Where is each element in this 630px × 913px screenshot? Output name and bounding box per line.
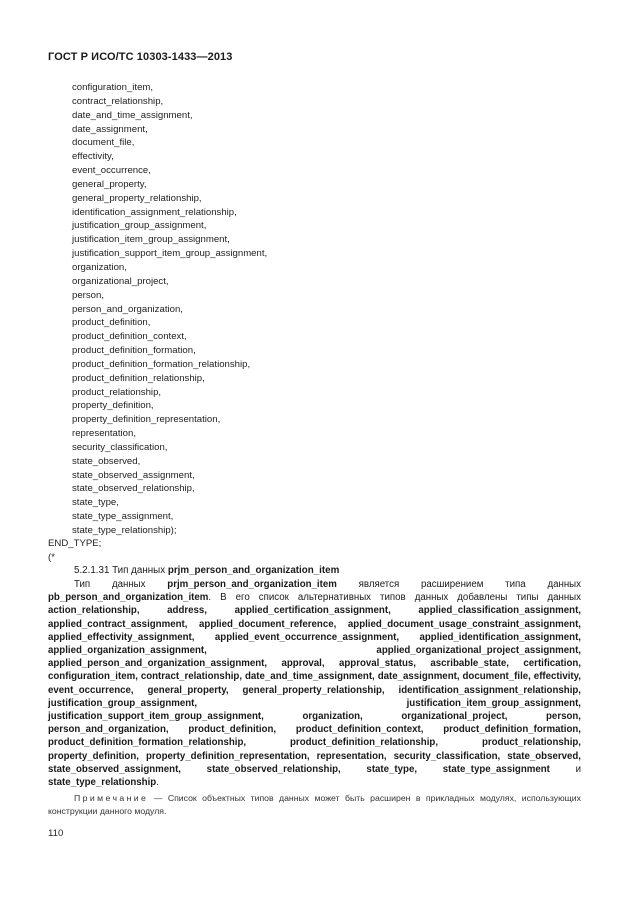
list-item: configuration_item, bbox=[72, 82, 154, 93]
list-item: justification_item_group_assignment, bbox=[72, 234, 230, 246]
para-end: . bbox=[156, 777, 159, 789]
list-item: state_type_relationship); bbox=[72, 525, 177, 536]
list-item: product_definition_formation, bbox=[72, 345, 196, 357]
list-item: effectivity, bbox=[72, 151, 114, 163]
list-item: organization, bbox=[72, 261, 127, 273]
list-item: state_type, bbox=[72, 497, 119, 509]
list-item: product_definition, bbox=[72, 317, 151, 329]
list-item: person_and_organization, bbox=[72, 303, 183, 315]
para-base-type: pb_person_and_organization_item bbox=[48, 592, 209, 604]
para-conjunction: и bbox=[549, 763, 581, 775]
description-paragraph bbox=[48, 578, 581, 789]
list-item: organizational_project, bbox=[72, 275, 169, 287]
list-item: identification_assignment_relationship, bbox=[72, 206, 237, 218]
list-item: contract_relationship, bbox=[72, 95, 164, 107]
list-item: state_observed, bbox=[72, 455, 141, 467]
list-item: event_occurrence, bbox=[72, 165, 151, 177]
note-text: — Список объектных типов данных может быть расширен в прикладных модулях, использующих конструкции данного модуля. bbox=[48, 793, 581, 816]
end-type-keyword: END_TYPE; bbox=[48, 538, 102, 549]
list-item: document_file, bbox=[72, 137, 135, 149]
section-heading bbox=[74, 565, 339, 576]
para-list-intro: . В его список альтернативных типов данных добавлены типы данных bbox=[208, 592, 581, 604]
para-mid-text: является расширением типа данных bbox=[336, 579, 581, 590]
section-number: 5.2.1.31 Тип данных bbox=[74, 565, 168, 576]
list-item: general_property, bbox=[72, 178, 147, 190]
para-last-type: state_type_relationship bbox=[48, 777, 157, 789]
page-number: 110 bbox=[48, 828, 64, 839]
list-item: product_definition_formation_relationship, bbox=[72, 358, 251, 370]
para-type-name: prjm_person_and_organization_item bbox=[167, 579, 337, 590]
list-item: product_relationship, bbox=[72, 386, 162, 398]
document-header: ГОСТ Р ИСО/ТС 10303-1433—2013 bbox=[48, 51, 233, 63]
list-item: property_definition, bbox=[72, 400, 154, 412]
list-item: justification_support_item_group_assignment, bbox=[72, 248, 268, 260]
list-item: state_observed_relationship, bbox=[72, 483, 195, 495]
note-label: Примечание bbox=[74, 793, 149, 803]
list-item: person, bbox=[72, 289, 104, 301]
note-paragraph bbox=[48, 792, 581, 817]
list-item: product_definition_context, bbox=[72, 331, 187, 343]
list-item: general_property_relationship, bbox=[72, 192, 202, 204]
list-item: representation, bbox=[72, 428, 136, 440]
list-item: state_observed_assignment, bbox=[72, 469, 195, 481]
select-type-list bbox=[72, 81, 267, 538]
comment-open: (* bbox=[48, 552, 55, 563]
para-lead: Тип данных bbox=[74, 579, 168, 590]
list-item: security_classification, bbox=[72, 441, 168, 453]
para-type-list: action_relationship, address, applied_certification_assignment, applied_classification_assignment, applied_contract_assignment, applied_document_reference, applied_document_usage_constraint_assignment, applied_effectivity_assignment, applied_event_occurrence_assignment, applied_identification_assignment, applied_organization_assignment, applied_organizational_project_assignment, applied_person_and_organization_assignment, approval, approval_status, ascribable_state, certification, configuration_item, contract_relationship, date_and_time_assignment, date_assignment, document_file, effectivity, event_occurrence, general_property, general_property_relationship, identification_assignment_relationship, justification_group_assignment, justification_item_group_assignment, justification_support_item_group_assignment, organization, organizational_project, person, person_and_organization, product_definition, product_definition_context, product_definition_formation, product_definition_formation_relationship, product_definition_relationship, product_relationship, property_definition, property_definition_representation, representation, security_classification, state_observed, state_observed_assignment, state_observed_relationship, state_type, state_type_assignment bbox=[48, 605, 581, 775]
list-item: date_and_time_assignment, bbox=[72, 109, 193, 121]
list-item: state_type_assignment, bbox=[72, 511, 174, 523]
list-item: date_assignment, bbox=[72, 123, 148, 135]
section-type-name: prjm_person_and_organization_item bbox=[167, 565, 340, 576]
list-item: justification_group_assignment, bbox=[72, 220, 207, 232]
list-item: product_definition_relationship, bbox=[72, 372, 205, 384]
list-item: property_definition_representation, bbox=[72, 414, 221, 426]
